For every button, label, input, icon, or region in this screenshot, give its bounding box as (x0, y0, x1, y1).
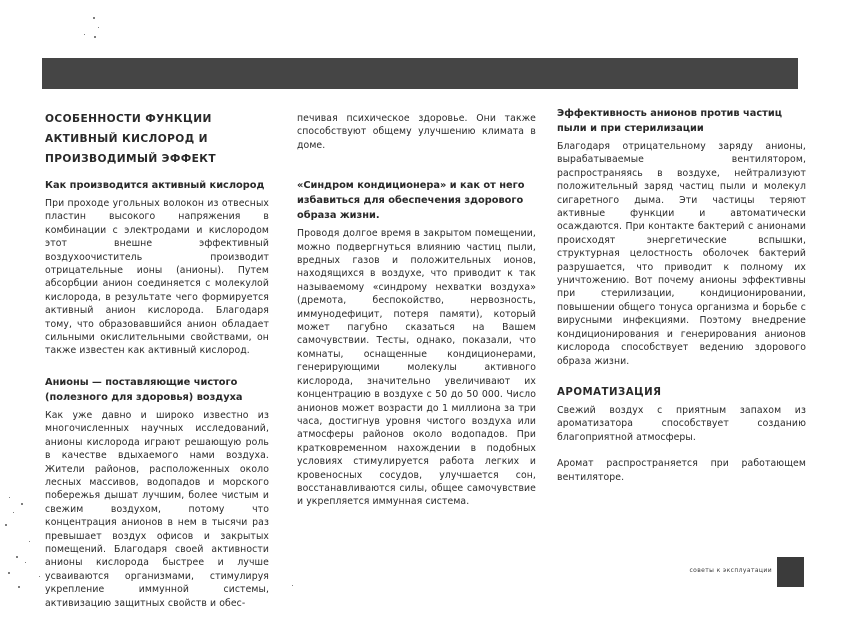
paragraph-conditioner-syndrome: Проводя долгое время в закрытом помещении, можно подвергнуться влиянию частиц пыли, вредных газов и положительных ионов, находящихся в воздухе, что приводит к так называемому «синдрому нехватки воздуха» (дремота, беспокойство, нервозность, иммунодефицит, потеря памяти), который может пагубно сказаться на Вашем самочувствии. Тесты, однако, показали, что комнаты, оснащенные кондиционерами, генерирующими молекулы активного кислорода, значительно увеличивают их концентрацию в воздухе с 50 до 50 000. Число анионов может возрасти до 1 миллиона за три часа, достигнув уровня чистого воздуха или атмосферы районов около водопадов. При кратковременном нахождении в подобных условиях стимулируется работа легких и кровеносных сосудов, улучшается сон, восстанавливаются силы, общее самочувствие и укрепляется иммунная система. (297, 228, 536, 508)
subheading-anion-effectiveness: Эффективность анионов против частиц пыли и при стерилизации (557, 108, 782, 134)
paragraph-anion-effectiveness: Благодаря отрицательному заряду анионы, вырабатываемые вентилятором, распространяясь в воздухе, нейтрализуют положительный заряд частиц пыли и молекул сигаретного дыма. Эти частицы теряют активные функции и автоматически осаждаются. При контакте бактерий с анионами происходят энергетические вспышки, структурная целостность оболочек бактерий разрушается, что приводит к полному их уничтожению. Вот почему анионы эффективны при стерилизации, кондиционировании, повышении общего тонуса организма и борьбе с вирусными инфекциями. Поэтому внедрение кондиционирования и генерирования анионов кислорода способствует ведению здорового образа жизни. (557, 141, 806, 367)
footer-caption: советы к эксплуатации (689, 567, 772, 574)
column-right (557, 106, 806, 497)
paragraph-aromatization: Свежий воздух с приятным запахом из ароматизатора способствует созданию благоприятной атмосферы. (557, 404, 806, 443)
subheading-conditioner-syndrome: «Синдром кондиционера» и как от него избавиться для обеспечения здорового образа жизни. (297, 180, 525, 222)
paragraph-continuation-health: печивая психическое здоровье. Они также способствуют общему улучшению климата в доме. (297, 113, 536, 151)
subheading-anions-clean-air: Анионы — поставляющие чистого (полезного для здоровья) воздуха (45, 376, 243, 403)
column-left (45, 109, 269, 623)
paragraph-aroma-fan: Аромат распространяется при работающем вентиляторе. (557, 458, 806, 483)
subheading-aromatization: АРОМАТИЗАЦИЯ (557, 386, 662, 398)
paragraph-oxygen-production: При проходе угольных волокон из отвесных пластин высокого напряжения в комбинации с электродами и кислородом этот внешне эффективный воздухоочиститель производит отрицательные ионы (анионы). Путем абсорбции анион соединяется с молекулой кислорода, в результате чего формируется активный анион кислорода. Благодаря тому, что образовавшийся анион обладает сильными окислительными свойствами, он также известен как активный кислород. (45, 198, 269, 357)
footer-stamp-icon (777, 557, 804, 587)
page-footer (688, 556, 806, 590)
paragraph-anions-clean-air: Как уже давно и широко известно из многочисленных научных исследований, анионы кислорода играют решающую роль в качестве вдыхаемого нами воздуха. Жители районов, расположенных около лесных массивов, водопадов и морского побережья дышат лучшим, более чистым и свежим воздухом, потому что концентрация анионов в нем в тысячи раз превышает воздух офисов и закрытых помещений. Благодаря своей активности анионы кислорода быстрее и лучше усваиваются организмами, стимулируя укрепление иммунной системы, активизацию защитных свойств и обес- (45, 409, 269, 609)
column-middle (297, 112, 536, 522)
subheading-oxygen-production: Как производится активный кислород (45, 180, 265, 191)
section-title-active-oxygen: ОСОБЕННОСТИ ФУНКЦИИ АКТИВНЫЙ КИСЛОРОД И ПРОИЗВОДИМЫЙ ЭФФЕКТ (45, 113, 216, 165)
